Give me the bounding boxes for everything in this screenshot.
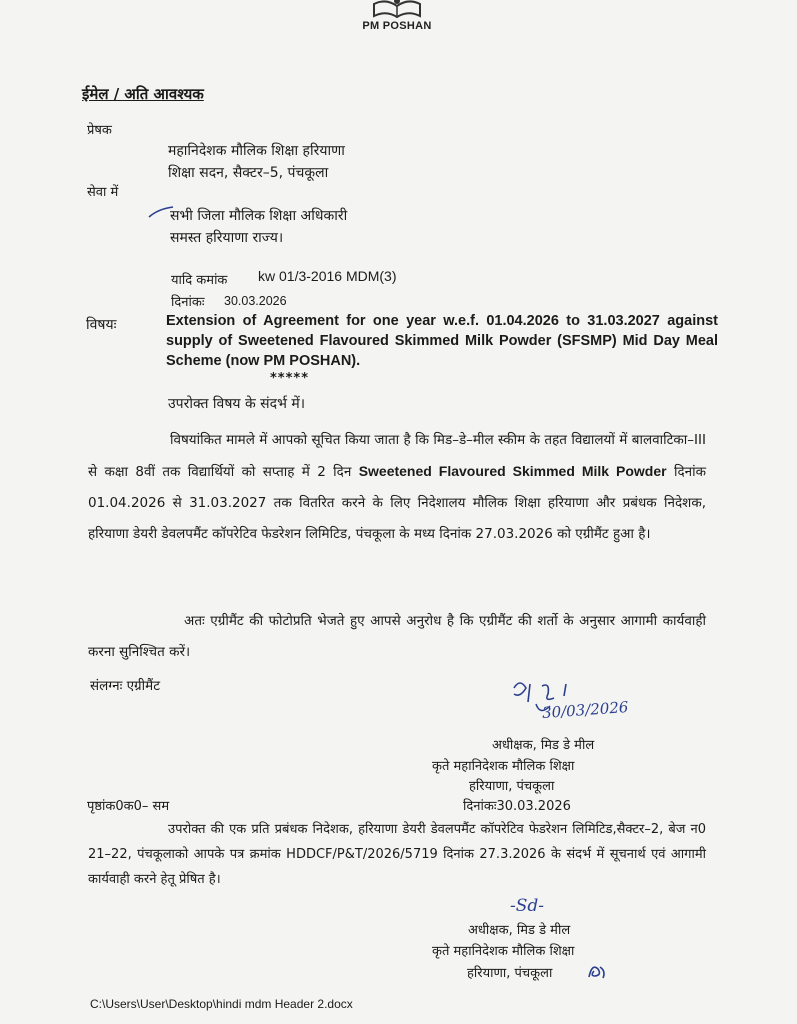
signature1-designation: अधीक्षक, मिड डे मील <box>492 738 595 753</box>
signature1-place: हरियाणा, पंचकूला <box>469 779 555 794</box>
subject-label: विषयः <box>86 317 117 333</box>
body-paragraph-2: अतः एग्रीमैंट की फोटोप्रति भेजते हुए आपसे अनुरोध है कि एग्रीमैंट की शर्तो के अनुसार आगामी कार्यवाही करना सुनिश्चित करें। <box>88 613 706 660</box>
sender-label: प्रेषक <box>87 123 112 138</box>
reference-line: उपरोक्त विषय के संदर्भ में। <box>168 396 306 412</box>
sender-line-1: महानिदेशक मौलिक शिक्षा हरियाणा <box>168 143 345 159</box>
pm-poshan-logo <box>352 0 442 36</box>
signature2-on-behalf: कृते महानिदेशक मौलिक शिक्षा <box>432 944 575 959</box>
subject-text: Extension of Agreement for one year w.e.f. 01.04.2026 to 31.03.2027 against supply of Sweetened Flavoured Skimmed Milk Powder (SFSMP) Mid Day Meal Scheme (now PM POSHAN). <box>166 313 718 369</box>
recipient-label: सेवा में <box>87 185 119 200</box>
footer-file-path: C:\Users\User\Desktop\hindi mdm Header 2.docx <box>90 997 353 1011</box>
paragraph-1-text-a: विषयांकित मामले में आपको सूचित किया जाता है कि मिड–डे–मील स्कीम के तहत विद्यालयों में बालवाटिका–III से कक्षा 8वीं तक विद्यार्थियों को सप्ताह में 2 दिन <box>88 432 706 480</box>
endorsement-text: उपरोक्त की एक प्रति प्रबंधक निदेशक, हरियाणा डेयरी डेवलपमैंट कॉपरेटिव फेडरेशन लिमिटिड,सैक्टर–2, बेज न0 21–22, पंचकूलाको आपके पत्र क्रमांक HDDCF/P&T/2026/5719 दिनांक 27.3.2026 के संदर्भ में सूचनार्थ एवं आगामी कार्यवाही करने हेतू प्रेषित है। <box>88 822 706 887</box>
signature1-on-behalf: कृते महानिदेशक मौलिक शिक्षा <box>432 759 575 774</box>
body-paragraph-1 <box>88 425 706 550</box>
email-urgent-heading: ईमेल / अति आवश्यक <box>82 85 204 103</box>
recipient-line-1: सभी जिला मौलिक शिक्षा अधिकारी <box>170 208 348 224</box>
sd-mark: -Sd- <box>510 896 545 916</box>
memo-number-label: यादि कमांक <box>171 273 228 288</box>
paragraph-1-text-b: दिनांक 01.04.2026 से 31.03.2027 तक वितरित करने के लिए निदेशालय मौलिक शिक्षा हरियाणा और प्रबंधक निदेशक, हरियाणा डेयरी डेवलपमैंट कॉपरेटिव फेडरेशन लिमिटिड, पंचकूला के मध्य दिनांक 27.03.2026 को एग्रीमैंट हुआ है। <box>88 464 706 542</box>
endorsement-number: पृष्ठांक0क0– सम <box>87 799 170 814</box>
logo-text: PM POSHAN <box>362 20 432 32</box>
signature1-date: दिनांकः30.03.2026 <box>463 799 571 814</box>
recipient-line-2: समस्त हरियाणा राज्य। <box>170 230 284 246</box>
subject-stars: ***** <box>270 371 309 386</box>
memo-number-value: kw 01/3-2016 MDM(3) <box>258 268 397 284</box>
memo-date-label: दिनांकः <box>171 295 205 310</box>
signature2-designation: अधीक्षक, मिड डे मील <box>468 923 571 938</box>
handwritten-sign-date: 30/03/2026 <box>541 698 629 722</box>
initials-mark-icon <box>586 961 608 981</box>
signature2-place: हरियाणा, पंचकूला <box>467 966 553 981</box>
book-emblem-icon <box>370 0 424 20</box>
paragraph-1-product-name: Sweetened Flavoured Skimmed Milk Powder <box>358 463 667 479</box>
sender-line-2: शिक्षा सदन, सैक्टर–5, पंचकूला <box>168 165 329 181</box>
enclosure-line: संलग्नः एग्रीमैंट <box>90 678 161 694</box>
memo-date-value: 30.03.2026 <box>224 294 287 308</box>
